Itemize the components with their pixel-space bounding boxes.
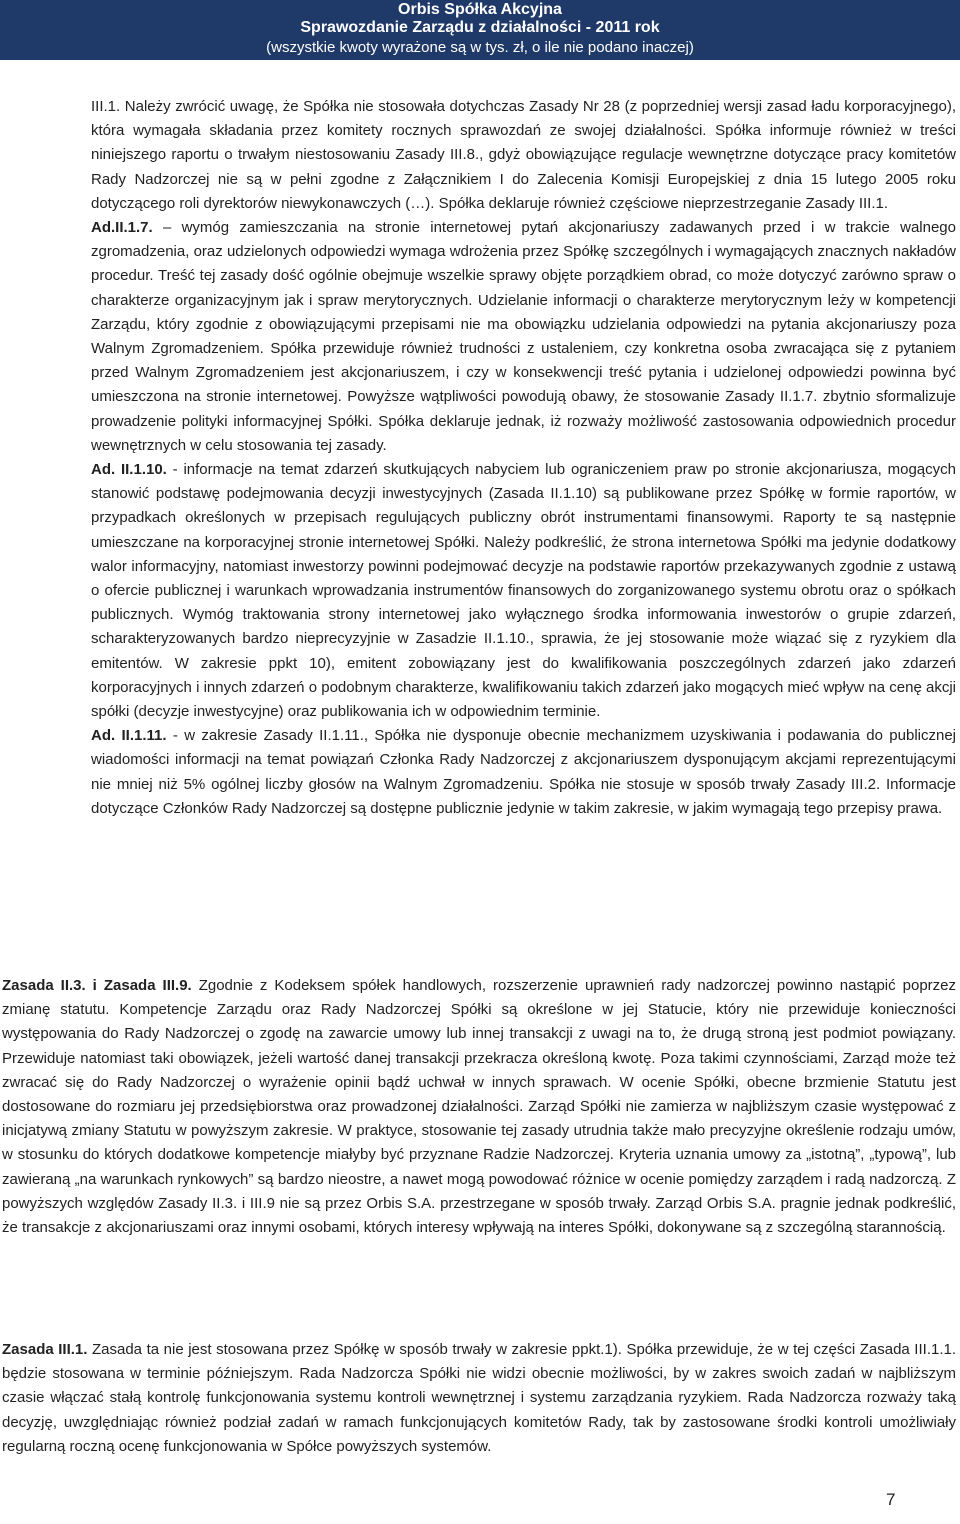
paragraph-text: - informacje na temat zdarzeń skutkujących nabyciem lub ograniczeniem praw po stronie akcjonariusza, mogących stanowić podstawę podejmowania decyzji inwestycyjnych (Zasada II.1.10) są publikowane przez Spółkę w formie raportów, w przypadkach określonych w przepisach regulujących publiczny obrót instrumentami finansowymi. Raporty te są następnie umieszczane na korporacyjnej stronie internetowej Spółki. Należy podkreślić, że strona internetowa Spółki ma jedynie dodatkowy walor informacyjny, natomiast inwestorzy powinni podejmować decyzje na podstawie raportów przekazywanych zgodnie z ustawą o ofercie publicznej i warunkach wprowadzania instrumentów finansowych do zorganizowanego systemu obrotu oraz o spółkach publicznych. Wymóg traktowania strony internetowej jako wyłącznego środka informowania inwestorów o grupie zdarzeń, scharakteryzowanych bardzo nieprecyzyjnie w Zasadzie II.1.10., sprawia, że jej stosowanie może wiązać się z ryzykiem dla emitentów. W zakresie ppkt 10), emitent zobowiązany jest do kwalifikowania poszczególnych zdarzeń jako zdarzeń korporacyjnych i innych zdarzeń o podobnym charakterze, kwalifikowaniu takich zdarzeń jako mogących mieć wpływ na cenę akcji spółki (decyzje inwestycyjne) oraz publikowania ich w odpowiednim terminie. <box>91 461 956 721</box>
report-title: Sprawozdanie Zarządu z działalności - 2011 rok <box>300 19 660 36</box>
paragraph-text: Należy zwrócić uwagę, że Spółka nie stosowała dotychczas Zasady Nr 28 (z poprzedniej wersji zasad ładu korporacyjnego), która wymagała składania przez komitety rocznych sprawozdań ze swojej działalności. Spółka informuje również w treści niniejszego raportu o trwałym niestosowaniu Zasady III.8., gdyż obowiązujące regulacje wewnętrzne dotyczące pracy komitetów Rady Nadzorczej nie są w pełni zgodne z Załącznikiem I do Zalecenia Komisji Europejskiej z dnia 15 lutego 2005 roku dotyczącego roli dyrektorów niewykonawczych (…). Spółka deklaruje również częściowe nieprzestrzeganie Zasady III.1. <box>91 98 956 212</box>
paragraph-ad-ii-1-11 <box>91 724 956 821</box>
paragraph-ad-ii-1-7 <box>91 216 956 458</box>
paragraph-text: - w zakresie Zasady II.1.11., Spółka nie dysponuje obecnie mechanizmem uzyskiwania i podawania do publicznej wiadomości informacji na temat powiązań Członka Rady Nadzorczej z akcjonariuszem dysponującym akcjami reprezentującymi nie mniej niż 5% ogólnej liczby głosów na Walnym Zgromadzeniu. Spółka nie stosuje w sposób trwały Zasady III.2. Informacje dotyczące Członków Rady Nadzorczej są dostępne publicznie jedynie w takim zakresie, w jakim wymagają tego przepisy prawa. <box>91 727 956 817</box>
indented-section <box>91 95 956 821</box>
page-header <box>0 0 960 60</box>
paragraph-ad-ii-1-10 <box>91 458 956 724</box>
paragraph-zasada-iii1 <box>2 1338 956 1459</box>
paragraph-text: – wymóg zamieszczania na stronie internetowej pytań akcjonariuszy zadawanych przed i w trakcie walnego zgromadzenia, oraz udzielonych odpowiedzi wymaga wdrożenia przez Spółkę szczególnych i wymagających znacznych nakładów procedur. Treść tej zasady dość ogólnie obejmuje wszelkie sprawy objęte porządkiem obrad, co może dotyczyć zarówno spraw o charakterze organizacyjnym jak i spraw merytorycznych. Udzielanie informacji o charakterze merytorycznym leży w kompetencji Zarządu, który zgodnie z obowiązującymi przepisami nie ma obowiązku udzielania odpowiedzi na pytania akcjonariuszy poza Walnym Zgromadzeniem. Spółka przewiduje również trudności z ustaleniem, czy konkretna osoba zwracająca się z pytaniem przed Walnym Zgromadzeniem jest akcjonariuszem, i czy w konsekwencji treść pytania i udzielonej odpowiedzi powinna być umieszczona na stronie internetowej. Powyższe wątpliwości powodują obawy, że stosowanie Zasady II.1.7. zbytnio sformalizuje prowadzenie polityki informacyjnej Spółki. Spółka deklaruje jednak, iż rozważy możliwość zastosowania odpowiednich procedur wewnętrznych w celu stosowania tej zasady. <box>91 219 956 454</box>
paragraph-label: Ad.II.1.7. <box>91 219 153 237</box>
page-number: 7 <box>886 1490 896 1509</box>
company-name: Orbis Spółka Akcyjna <box>398 1 562 18</box>
paragraph-label: Zasada II.3. i Zasada III.9. <box>2 977 192 994</box>
paragraph-text: Zasada ta nie jest stosowana przez Spółkę w sposób trwały w zakresie ppkt.1). Spółka przewiduje, że w tej części Zasada III.1.1. będzie stosowana w terminie późniejszym. Rada Nadzorcza Spółki nie widzi obecnie możliwości, by w zakres swoich zadań w najbliższym czasie włączać stałą kontrolę funkcjonowania systemu kontroli wewnętrznej i systemu zarządzania ryzykiem. Rada Nadzorcza rozważy taką decyzję, uwzględniając również podział zadań w ramach funkcjonujących komitetów Rady, tak by zastosowane środki kontroli umożliwiały regularną roczną ocenę funkcjonowania w Spółce powyższych systemów. <box>2 1341 957 1455</box>
paragraph-zasada-ii3-iii9 <box>2 974 956 1240</box>
amounts-note: (wszystkie kwoty wyrażone są w tys. zł, o ile nie podano inaczej) <box>266 39 694 56</box>
paragraph-label: Ad. II.1.11. <box>91 727 167 745</box>
paragraph-label: Ad. II.1.10. <box>91 461 167 479</box>
paragraph-label: III.1. <box>91 98 121 115</box>
paragraph-iii1 <box>91 95 956 216</box>
paragraph-text: Zgodnie z Kodeksem spółek handlowych, rozszerzenie uprawnień rady nadzorczej powinno nastąpić poprzez zmianę statutu. Kompetencje Zarządu oraz Rady Nadzorczej Spółki są określone w jej Statucie, który nie przewiduje konieczności występowania do Rady Nadzorczej o zgodę na zawarcie umowy lub innej transakcji z uwagi na to, że drugą stroną jest podmiot powiązany. Przewiduje natomiast taki obowiązek, jeżeli wartość danej transakcji przekracza określoną kwotę. Poza takimi czynnościami, Zarząd może też zwracać się do Rady Nadzorczej o wyrażenie opinii bądź uchwał w innych sprawach. W ocenie Spółki, obecne brzmienie Statutu jest dostosowane do rozmiaru jej przedsiębiorstwa oraz prowadzonej działalności. Zarząd Spółki nie zamierza w najbliższym czasie występować z inicjatywą zmiany Statutu w powyższym zakresie. W praktyce, stosowanie tej zasady utrudnia także mało precyzyjne określenie rodzaju umów, w stosunku do których dodatkowe kompetencje miałyby być przyznane Radzie Nadzorczej. Kryteria uznania umowy za „istotną”, „typową”, lub zawieraną „na warunkach rynkowych” są bardzo nieostre, a nawet mogą powodować różnice w ocenie pomiędzy zarządem i radą nadzorczą. Z powyższych względów Zasady II.3. i III.9 nie są przez Orbis S.A. przestrzegane w sposób trwały. Zarząd Orbis S.A. pragnie jednak podkreślić, że transakcje z akcjonariuszami oraz innymi osobami, których interesy wpływają na interes Spółki, dokonywane są z szczególną starannością. <box>2 977 956 1237</box>
paragraph-label: Zasada III.1. <box>2 1341 88 1358</box>
